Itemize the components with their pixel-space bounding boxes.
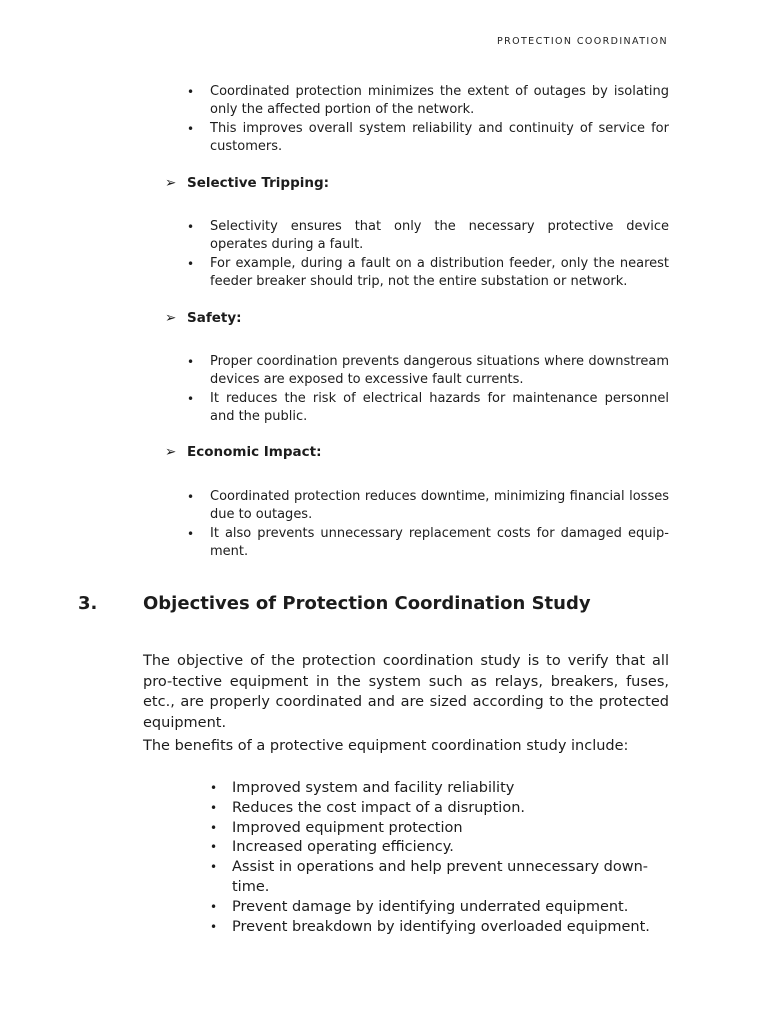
list-item: • Assist in operations and help prevent unnecessary down-time. (208, 858, 653, 898)
economic-impact-list (185, 488, 669, 561)
list-item: • This improves overall system reliability and continuity of service for customers. (185, 120, 669, 157)
section-number: 3. (78, 593, 98, 614)
list-item: • Improved equipment protection (208, 819, 653, 839)
section-title: Objectives of Protection Coordination Study (143, 593, 591, 614)
arrow-bullet-icon: ➢ (165, 175, 177, 191)
subheading-economic-impact (165, 444, 322, 460)
subheading-selective-tripping (165, 175, 329, 191)
benefits-intro-paragraph: The benefits of a protective equipment coordination study include: (143, 738, 629, 754)
list-item: • For example, during a fault on a distribution feeder, only the nearest feeder breaker should trip, not the entire substation or network. (185, 255, 669, 292)
list-item: • Coordinated protection minimizes the extent of outages by isolating only the affected portion of the network. (185, 83, 669, 120)
list-item: • Coordinated protection reduces downtime, minimizing financial losses due to outages. (185, 488, 669, 525)
intro-bullet-list (185, 83, 669, 156)
list-item: • It reduces the risk of electrical hazards for maintenance personnel and the public. (185, 390, 669, 427)
arrow-bullet-icon: ➢ (165, 310, 177, 326)
list-item: • Selectivity ensures that only the necessary protective device operates during a fault. (185, 218, 669, 255)
subheading-title: Economic Impact: (187, 444, 322, 460)
list-item: • Prevent damage by identifying underrated equipment. (208, 898, 653, 918)
list-item: • Improved system and facility reliability (208, 779, 653, 799)
list-item: • Proper coordination prevents dangerous situations where downstream devices are exposed to excessive fault currents. (185, 353, 669, 390)
list-item: • Prevent breakdown by identifying overloaded equipment. (208, 918, 653, 938)
objective-paragraph: The objective of the protection coordination study is to verify that all pro-tective equipment in the system such as relays, breakers, fuses, etc., are properly coordinated and are sized according to the protected equipment. (143, 653, 669, 731)
list-item: • It also prevents unnecessary replacement costs for damaged equip-ment. (185, 525, 669, 562)
list-item: • Reduces the cost impact of a disruption. (208, 799, 653, 819)
subheading-safety (165, 310, 242, 326)
selective-tripping-list (185, 218, 669, 291)
safety-list (185, 353, 669, 426)
subheading-title: Selective Tripping: (187, 175, 330, 191)
running-header: PROTECTION COORDINATION (496, 36, 668, 47)
list-item: • Increased operating efficiency. (208, 838, 653, 858)
arrow-bullet-icon: ➢ (165, 444, 177, 460)
subheading-title: Safety: (187, 310, 242, 326)
benefits-list (208, 779, 653, 937)
